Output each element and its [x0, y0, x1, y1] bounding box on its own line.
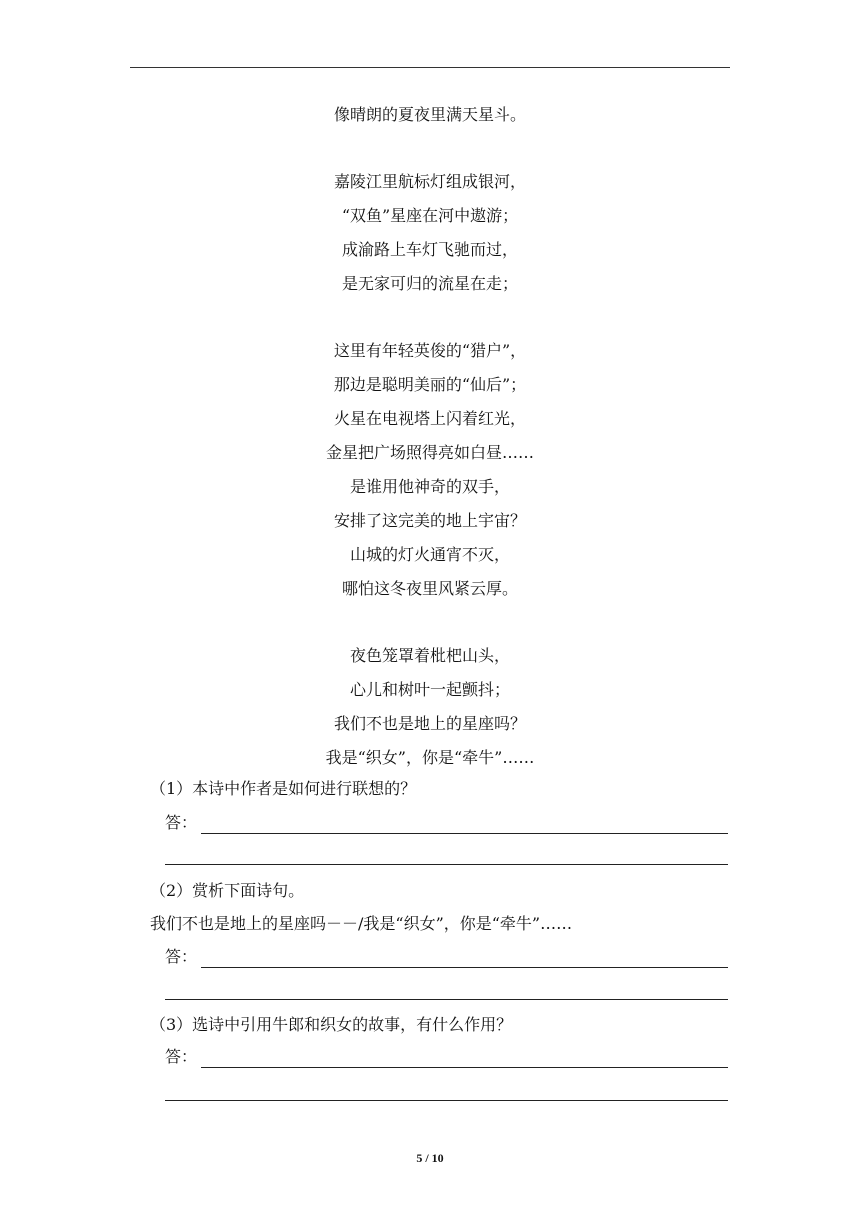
poem-line: 火星在电视塔上闪着红光，	[333, 409, 526, 428]
question-2-answer-row[interactable]	[165, 946, 728, 968]
poem-line: 夜色笼罩着枇杷山头，	[349, 646, 510, 665]
answer-blank-line[interactable]	[165, 864, 728, 865]
poem-line: 嘉陵江里航标灯组成银河，	[333, 172, 526, 191]
answer-label: 答：	[165, 1047, 198, 1066]
poem-line: 金星把广场照得亮如白昼……	[325, 443, 534, 462]
answer-line[interactable]	[201, 967, 728, 968]
question-1-answer-row[interactable]	[165, 812, 728, 834]
page-number: 5 / 10	[416, 1151, 444, 1165]
question-2-quote: 我们不也是地上的星座吗－－/我是“织女”，你是“牵牛”……	[150, 914, 573, 933]
question-2-prompt: （2）赏析下面诗句。	[150, 881, 305, 900]
poem-line: 我们不也是地上的星座吗？	[333, 714, 526, 733]
header-rule	[130, 67, 730, 68]
question-3-answer-row[interactable]	[165, 1046, 728, 1068]
answer-label: 答：	[165, 947, 198, 966]
poem	[130, 98, 730, 775]
question-3-prompt: （3）选诗中引用牛郎和织女的故事，有什么作用？	[150, 1015, 513, 1034]
answer-line[interactable]	[201, 833, 728, 834]
question-1-prompt: （1）本诗中作者是如何进行联想的？	[150, 779, 417, 798]
answer-blank-line[interactable]	[165, 999, 728, 1000]
poem-line: 我是“织女”，你是“牵牛”……	[325, 748, 535, 767]
answer-label: 答：	[165, 813, 198, 832]
poem-line: 是无家可归的流星在走；	[341, 274, 518, 293]
poem-line: 像晴朗的夏夜里满天星斗。	[333, 105, 526, 124]
stanza-gap	[130, 132, 730, 165]
poem-line: 是谁用他神奇的双手，	[349, 477, 510, 496]
poem-line: 心儿和树叶一起颤抖；	[349, 680, 510, 699]
poem-line: 那边是聪明美丽的“仙后”；	[333, 375, 527, 394]
poem-line: “双鱼”星座在河中遨游；	[341, 206, 519, 225]
stanza-gap	[130, 606, 730, 639]
answer-line[interactable]	[201, 1067, 728, 1068]
stanza-gap	[130, 301, 730, 334]
poem-line: 安排了这完美的地上宇宙？	[333, 511, 526, 530]
poem-line: 这里有年轻英俊的“猎户”，	[333, 341, 527, 360]
answer-blank-line[interactable]	[165, 1100, 728, 1101]
poem-line: 成渝路上车灯飞驰而过，	[341, 240, 518, 259]
poem-line: 哪怕这冬夜里风紧云厚。	[341, 579, 518, 598]
poem-line: 山城的灯火通宵不灭，	[349, 545, 510, 564]
